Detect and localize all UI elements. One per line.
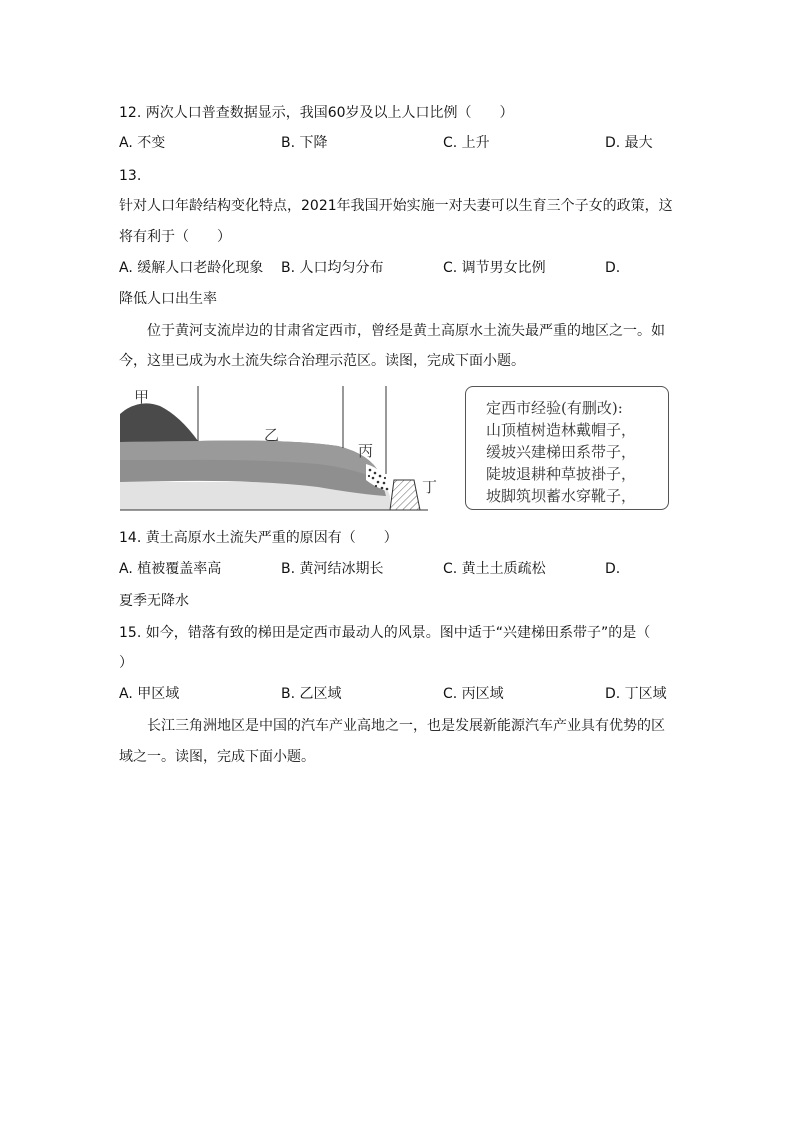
dam-region [390,480,420,510]
q13-stem-line1: 针对人口年龄结构变化特点，2021年我国开始实施一对夫妻可以生育三个子女的政策，这 [119,198,673,214]
label-jia: 甲 [134,388,150,406]
q14-option-d-text[interactable]: 夏季无降水 [119,593,189,609]
label-yi: 乙 [264,426,280,444]
q14-option-a[interactable]: A. 植被覆盖率高 [119,561,222,577]
q14-option-d[interactable]: D. [605,561,621,577]
q13-option-d[interactable]: D. [605,260,621,276]
q14-option-b[interactable]: B. 黄河结冰期长 [281,561,384,577]
q12-option-b[interactable]: B. 下降 [281,135,328,151]
q15-option-c[interactable]: C. 丙区域 [443,686,504,702]
slope-diagram-svg [118,384,438,514]
passage2-line2: 域之一。读图，完成下面小题。 [119,749,315,765]
box-line-2: 山顶植树造林戴帽子， [486,421,637,439]
q15-option-d[interactable]: D. 丁区域 [605,686,667,702]
q15-stem-line2: ） [119,655,133,671]
q12-option-a[interactable]: A. 不变 [119,135,166,151]
label-bing: 丙 [358,442,374,460]
passage1-line2: 今，这里已成为水土流失综合治理示范区。读图，完成下面小题。 [119,353,525,369]
box-line-1: 定西市经验(有删改): [486,399,623,417]
q15-option-a[interactable]: A. 甲区域 [119,686,180,702]
q13-stem-line2: 将有利于（ ） [119,229,231,245]
hilltop-region [120,403,198,442]
box-line-4: 陡坡退耕种草披褂子， [486,465,637,483]
slope-diagram [118,384,438,514]
q12-option-c[interactable]: C. 上升 [443,135,490,151]
box-line-3: 缓坡兴建梯田系带子， [486,443,637,461]
q12-option-d[interactable]: D. 最大 [605,135,653,151]
q15-stem-line1: 15. 如今，错落有致的梯田是定西市最动人的风景。图中适于“兴建梯田系带子”的是（ [119,625,651,641]
q13-option-d-text[interactable]: 降低人口出生率 [119,291,217,307]
q13-number: 13. [119,168,142,184]
q13-option-c[interactable]: C. 调节男女比例 [443,260,546,276]
passage2-line1: 长江三角洲地区是中国的汽车产业高地之一，也是发展新能源汽车产业具有优势的区 [147,718,665,734]
q14-option-c[interactable]: C. 黄土土质疏松 [443,561,546,577]
q14-stem: 14. 黄土高原水土流失严重的原因有（ ） [119,530,398,546]
label-ding: 丁 [422,478,438,496]
passage1-line1: 位于黄河支流岸边的甘肃省定西市，曾经是黄土高原水土流失最严重的地区之一。如 [147,323,665,339]
q15-option-b[interactable]: B. 乙区域 [281,686,342,702]
q12-stem: 12. 两次人口普查数据显示，我国60岁及以上人口比例（ ） [119,105,514,121]
q13-option-b[interactable]: B. 人口均匀分布 [281,260,384,276]
dingxi-experience-box [465,386,669,510]
q13-option-a[interactable]: A. 缓解人口老龄化现象 [119,260,264,276]
box-line-5: 坡脚筑坝蓄水穿靴子， [486,487,637,505]
